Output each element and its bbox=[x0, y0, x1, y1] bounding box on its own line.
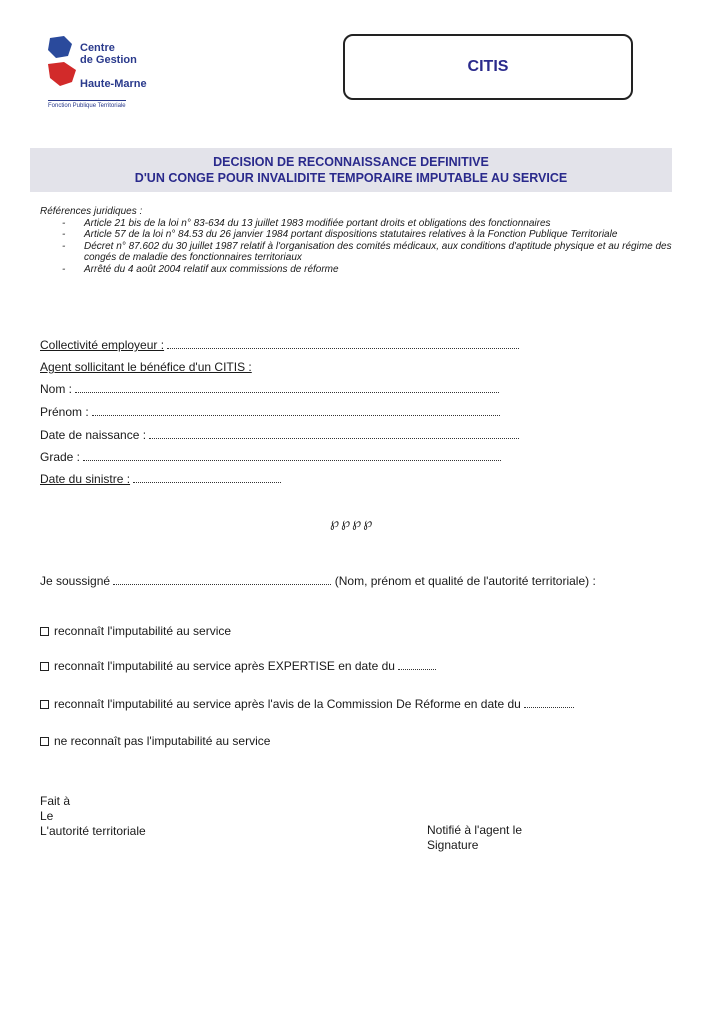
signature-block-agent bbox=[427, 823, 522, 853]
separator-ornament: ℘℘℘℘ bbox=[330, 515, 375, 530]
commission-date-dotted-line bbox=[524, 698, 574, 708]
nom-label: Nom : bbox=[40, 382, 73, 396]
prenom-field[interactable] bbox=[40, 405, 500, 419]
option-imputable[interactable] bbox=[40, 624, 231, 638]
reference-item: - Article 57 de la loi n° 84.53 du 26 janvier 1984 portant dispositions statutaires relatives à la Fonction Publique Territoriale bbox=[62, 229, 680, 241]
title-banner bbox=[30, 148, 672, 192]
option-imputable-expertise[interactable] bbox=[40, 659, 436, 673]
checkbox[interactable] bbox=[40, 662, 49, 671]
title-line-2: D'UN CONGE POUR INVALIDITE TEMPORAIRE IMPUTABLE AU SERVICE bbox=[134, 171, 568, 185]
logo bbox=[40, 34, 170, 114]
reference-item: - Article 21 bis de la loi n° 83-634 du 13 juillet 1983 modifiée portant droits et obligations des fonctionnaires bbox=[62, 218, 680, 230]
signature-label: Signature bbox=[427, 838, 479, 852]
grade-field[interactable] bbox=[40, 450, 501, 464]
date-label: Le bbox=[40, 809, 54, 823]
option-imputable-commission[interactable] bbox=[40, 697, 574, 711]
sinistre-label: Date du sinistre : bbox=[40, 472, 131, 486]
logo-text: Centre de Gestion bbox=[80, 42, 137, 66]
nom-dotted-line bbox=[75, 383, 499, 393]
collectivite-dotted-line bbox=[167, 339, 519, 349]
logo-map-icon bbox=[42, 34, 80, 94]
grade-label: Grade : bbox=[40, 450, 81, 464]
soussigne-suffix: (Nom, prénom et qualité de l'autorité territoriale) : bbox=[334, 574, 596, 588]
collectivite-label: Collectivité employeur : bbox=[40, 338, 165, 352]
notified-label: Notifié à l'agent le bbox=[427, 823, 523, 837]
soussigne-dotted-line bbox=[113, 575, 331, 585]
reference-item: - Décret n° 87.602 du 30 juillet 1987 relatif à l'organisation des comités médicaux, aux conditions d'aptitude physique et au régime des congés de maladie des fonctionnaires territoriaux bbox=[62, 241, 680, 264]
prenom-dotted-line bbox=[92, 406, 500, 416]
checkbox[interactable] bbox=[40, 737, 49, 746]
naissance-label: Date de naissance : bbox=[40, 428, 147, 442]
sinistre-dotted-line bbox=[133, 473, 281, 483]
grade-dotted-line bbox=[83, 451, 501, 461]
title-line-1: DECISION DE RECONNAISSANCE DEFINITIVE bbox=[213, 155, 489, 169]
sinistre-field[interactable] bbox=[40, 472, 281, 486]
signature-block-authority bbox=[40, 794, 146, 839]
option-label: reconnaît l'imputabilité au service bbox=[54, 624, 232, 638]
logo-text-region: Haute-Marne bbox=[80, 78, 147, 90]
references-title: Références juridiques : bbox=[40, 206, 143, 217]
soussigne-field[interactable] bbox=[40, 574, 596, 588]
option-label: reconnaît l'imputabilité au service après EXPERTISE en date du bbox=[54, 659, 395, 673]
checkbox[interactable] bbox=[40, 700, 49, 709]
logo-subtitle: Fonction Publique Territoriale bbox=[48, 100, 126, 109]
option-label: ne reconnaît pas l'imputabilité au service bbox=[54, 734, 271, 748]
agent-section-title: Agent sollicitant le bénéfice d'un CITIS : bbox=[40, 360, 252, 374]
expertise-date-dotted-line bbox=[398, 660, 436, 670]
option-label: reconnaît l'imputabilité au service après l'avis de la Commission De Réforme en date du bbox=[54, 697, 521, 711]
prenom-label: Prénom : bbox=[40, 405, 89, 419]
collectivite-field[interactable] bbox=[40, 338, 519, 352]
checkbox[interactable] bbox=[40, 627, 49, 636]
naissance-dotted-line bbox=[149, 429, 519, 439]
fait-a-label: Fait à bbox=[40, 794, 71, 808]
soussigne-label: Je soussigné bbox=[40, 574, 111, 588]
reference-item: - Arrêté du 4 août 2004 relatif aux commissions de réforme bbox=[62, 264, 680, 276]
nom-field[interactable] bbox=[40, 382, 499, 396]
naissance-field[interactable] bbox=[40, 428, 519, 442]
authority-label: L'autorité territoriale bbox=[40, 824, 146, 838]
legal-references bbox=[40, 206, 680, 275]
document-badge: CITIS bbox=[343, 34, 633, 100]
option-non-imputable[interactable] bbox=[40, 734, 270, 748]
